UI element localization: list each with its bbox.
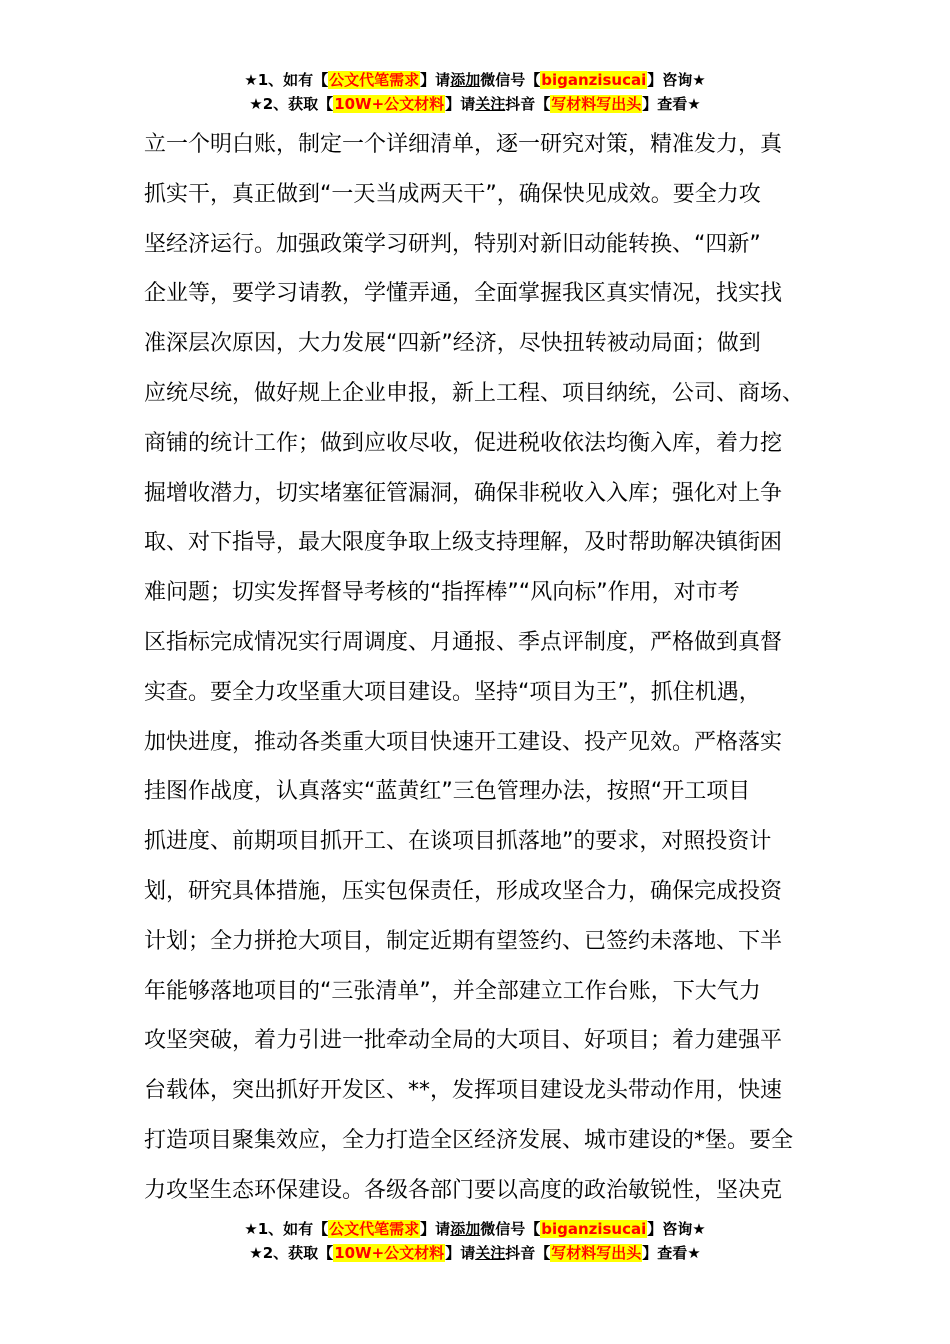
banner-underlined-text: 关注 xyxy=(475,95,506,113)
highlight-douyin-account: 写材料写出头 xyxy=(551,1244,642,1262)
banner-text: 】查看★ xyxy=(642,95,701,113)
body-line: 难问题；切实发挥督导考核的“指挥棒”“风向标”作用，对市考 xyxy=(144,580,740,606)
banner-text: 抖音【 xyxy=(505,1244,551,1262)
highlight-service: 公文代笔需求 xyxy=(329,1220,420,1238)
body-line: 加快进度，推动各类重大项目快速开工建设、投产见效。严格落实 xyxy=(144,729,783,755)
banner-line-2 xyxy=(0,92,950,116)
banner-line-1 xyxy=(0,68,950,92)
body-line: 商铺的统计工作；做到应收尽收，促进税收依法均衡入库，着力挖 xyxy=(144,430,783,456)
top-banner xyxy=(0,68,950,116)
body-line: 区指标完成情况实行周调度、月通报、季点评制度，严格做到真督 xyxy=(144,629,783,655)
body-line: 坚经济运行。加强政策学习研判，特别对新旧动能转换、“四新” xyxy=(144,231,761,257)
banner-text: 】请 xyxy=(445,95,476,113)
banner-underlined-text: 添加 xyxy=(450,71,481,89)
body-line: 抓进度、前期项目抓开工、在谈项目抓落地”的要求，对照投资计 xyxy=(144,829,772,855)
body-line: 抓实干，真正做到“一天当成两天干”，确保快见成效。要全力攻 xyxy=(144,181,761,207)
banner-text: ★1、如有【 xyxy=(244,71,329,89)
body-line: 立一个明白账，制定一个详细清单，逐一研究对策，精准发力，真 xyxy=(144,132,783,157)
body-line: 准深层次原因，大力发展“四新”经济，尽快扭转被动局面；做到 xyxy=(144,331,761,357)
body-line: 取、对下指导，最大限度争取上级支持理解，及时帮助解决镇街困 xyxy=(144,530,783,556)
banner-text: 抖音【 xyxy=(505,95,551,113)
body-line: 年能够落地项目的“三张清单”，并全部建立工作台账，下大气力 xyxy=(144,978,761,1004)
banner-text: 】请 xyxy=(445,1244,476,1262)
banner-text: ★1、如有【 xyxy=(244,1220,329,1238)
highlight-wechat-id: biganzisucai xyxy=(541,71,647,89)
highlight-wechat-id: biganzisucai xyxy=(541,1220,647,1238)
banner-text: 】请 xyxy=(420,71,451,89)
banner-text: 微信号【 xyxy=(480,71,541,89)
body-line: 应统尽统，做好规上企业申报，新上工程、项目纳统，公司、商场、 xyxy=(144,380,805,406)
body-line: 实查。要全力攻坚重大项目建设。坚持“项目为王”，抓住机遇， xyxy=(144,679,761,705)
banner-underlined-text: 添加 xyxy=(450,1220,481,1238)
body-line: 攻坚突破，着力引进一批牵动全局的大项目、好项目；着力建强平 xyxy=(144,1028,783,1054)
body-line: 划，研究具体措施，压实包保责任，形成攻坚合力，确保完成投资 xyxy=(144,878,783,904)
body-line: 力攻坚生态环保建设。各级各部门要以高度的政治敏锐性，坚决克 xyxy=(144,1177,783,1203)
bottom-banner xyxy=(0,1217,950,1265)
banner-text: 】咨询★ xyxy=(647,1220,706,1238)
banner-text: 微信号【 xyxy=(480,1220,541,1238)
body-line: 挂图作战度，认真落实“蓝黄红”三色管理办法，按照“开工项目 xyxy=(144,779,751,805)
banner-text: ★2、获取【 xyxy=(249,1244,334,1262)
banner-line-1 xyxy=(0,1217,950,1241)
highlight-service: 公文代笔需求 xyxy=(329,71,420,89)
banner-line-2 xyxy=(0,1241,950,1265)
body-line: 台载体，突出抓好开发区、**，发挥项目建设龙头带动作用，快速 xyxy=(144,1078,783,1104)
banner-text: ★2、获取【 xyxy=(249,95,334,113)
body-line: 打造项目聚集效应，全力打造全区经济发展、城市建设的*堡。要全 xyxy=(144,1127,794,1153)
body-line: 计划；全力拼抢大项目，制定近期有望签约、已签约未落地、下半 xyxy=(144,928,783,954)
banner-underlined-text: 关注 xyxy=(475,1244,506,1262)
highlight-douyin-account: 写材料写出头 xyxy=(551,95,642,113)
document-body xyxy=(144,120,816,1216)
body-line: 企业等，要学习请教，学懂弄通，全面掌握我区真实情况，找实找 xyxy=(144,281,783,307)
highlight-materials: 10W+公文材料 xyxy=(334,1244,445,1262)
banner-text: 】请 xyxy=(420,1220,451,1238)
banner-text: 】查看★ xyxy=(642,1244,701,1262)
body-line: 掘增收潜力，切实堵塞征管漏洞，确保非税收入入库；强化对上争 xyxy=(144,480,783,506)
highlight-materials: 10W+公文材料 xyxy=(334,95,445,113)
banner-text: 】咨询★ xyxy=(647,71,706,89)
